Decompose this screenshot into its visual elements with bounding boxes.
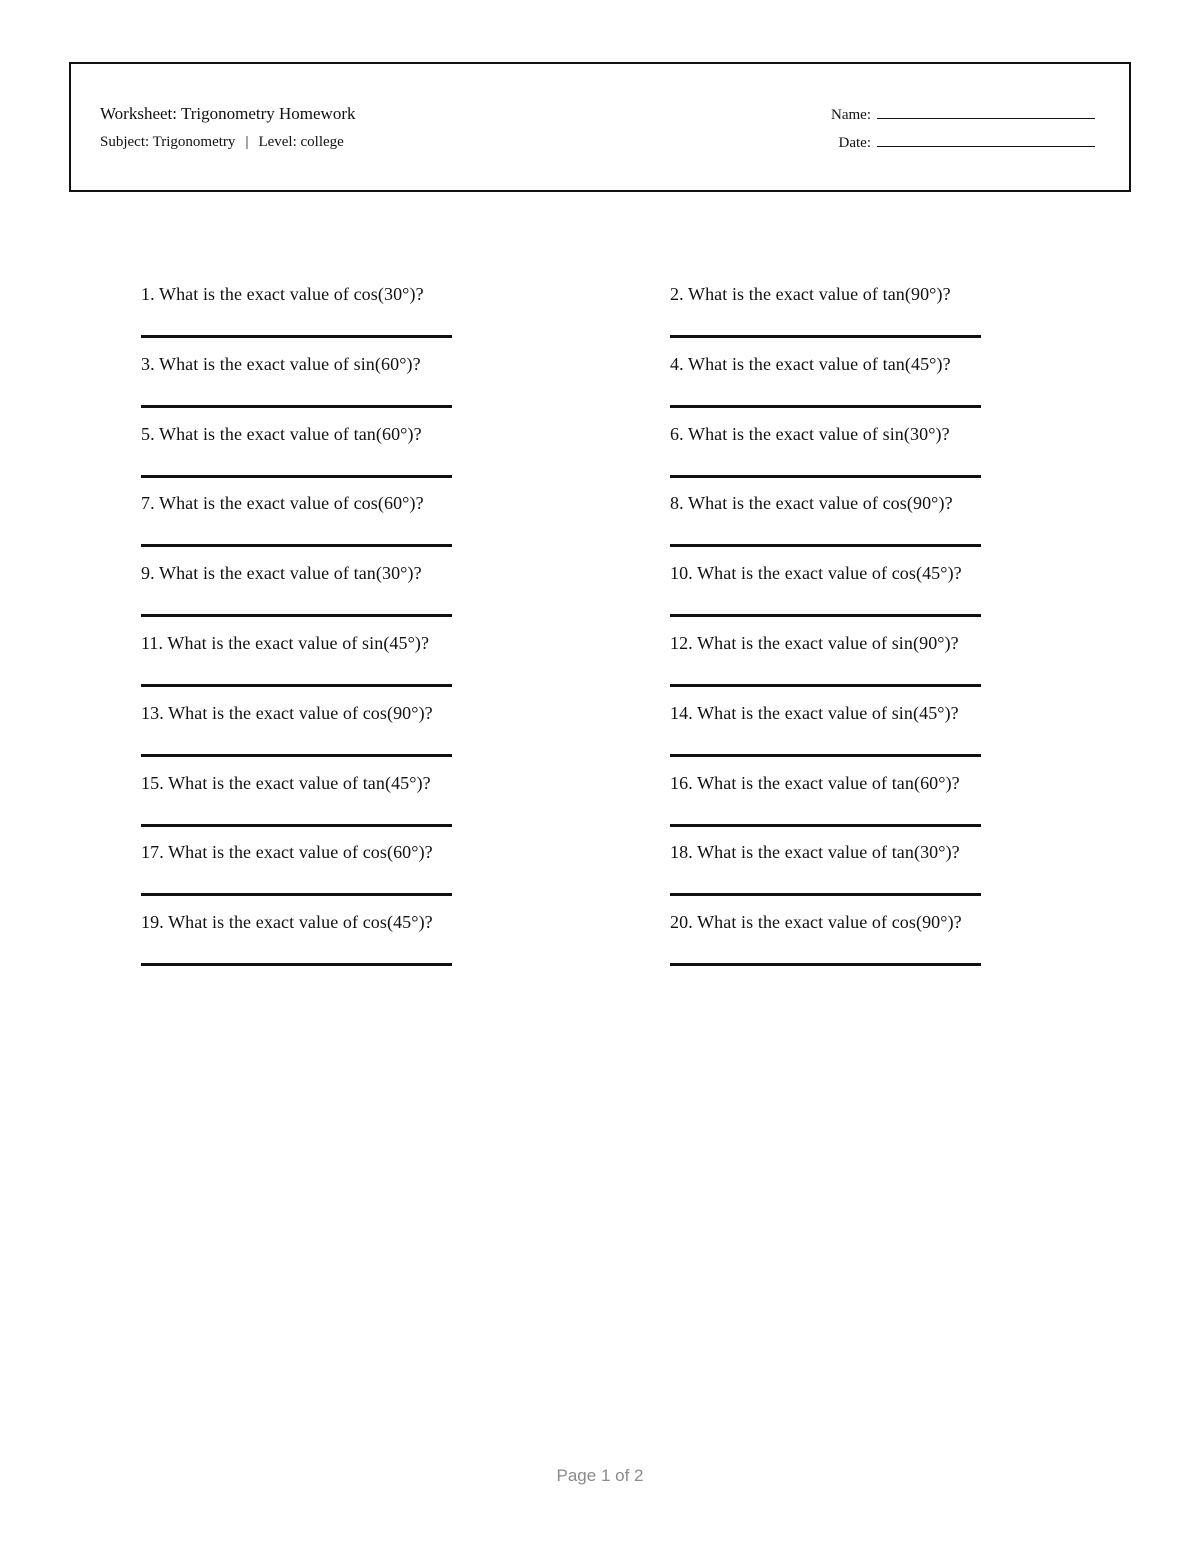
answer-line[interactable]	[141, 405, 452, 408]
level-label: Level: college	[258, 134, 344, 150]
page-number: Page 1 of 2	[556, 1466, 644, 1485]
question-text: 14. What is the exact value of sin(45°)?	[670, 702, 959, 723]
answer-line[interactable]	[141, 544, 452, 547]
question-item	[141, 703, 670, 773]
question-text: 4. What is the exact value of tan(45°)?	[670, 353, 951, 374]
question-text: 8. What is the exact value of cos(90°)?	[670, 493, 953, 514]
question-text: 2. What is the exact value of tan(90°)?	[670, 284, 951, 304]
question-item	[670, 703, 1041, 773]
answer-line[interactable]	[670, 754, 981, 757]
answer-line[interactable]	[141, 893, 452, 896]
answer-line[interactable]	[141, 824, 452, 827]
name-label: Name:	[831, 107, 871, 123]
questions-grid	[141, 284, 1041, 982]
answer-line[interactable]	[670, 405, 981, 408]
question-text: 7. What is the exact value of cos(60°)?	[141, 493, 424, 514]
answer-line[interactable]	[141, 475, 452, 478]
question-item	[141, 284, 670, 354]
question-item	[141, 842, 670, 912]
date-label: Date:	[838, 135, 871, 151]
question-item	[670, 563, 1041, 633]
question-item	[670, 773, 1041, 843]
question-item	[141, 493, 670, 563]
answer-line[interactable]	[670, 963, 981, 966]
answer-line[interactable]	[141, 614, 452, 617]
question-item	[141, 354, 670, 424]
question-text: 1. What is the exact value of cos(30°)?	[141, 284, 424, 304]
date-blank-line[interactable]	[877, 134, 1095, 147]
question-item	[670, 284, 1041, 354]
answer-line[interactable]	[141, 963, 452, 966]
question-text: 20. What is the exact value of cos(90°)?	[670, 912, 962, 933]
answer-line[interactable]	[670, 684, 981, 687]
question-text: 10. What is the exact value of cos(45°)?	[670, 563, 962, 584]
answer-line[interactable]	[670, 335, 981, 338]
question-item	[141, 563, 670, 633]
question-text: 16. What is the exact value of tan(60°)?	[670, 772, 960, 793]
question-item	[141, 633, 670, 703]
question-text: 15. What is the exact value of tan(45°)?	[141, 772, 431, 793]
question-item	[670, 912, 1041, 982]
question-text: 18. What is the exact value of tan(30°)?	[670, 842, 960, 863]
question-item	[670, 424, 1041, 494]
question-text: 6. What is the exact value of sin(30°)?	[670, 423, 950, 444]
answer-line[interactable]	[141, 684, 452, 687]
answer-line[interactable]	[670, 614, 981, 617]
answer-line[interactable]	[670, 824, 981, 827]
answer-line[interactable]	[141, 754, 452, 757]
question-item	[670, 354, 1041, 424]
question-text: 9. What is the exact value of tan(30°)?	[141, 563, 422, 584]
date-field	[839, 134, 1095, 152]
question-item	[141, 424, 670, 494]
question-text: 17. What is the exact value of cos(60°)?	[141, 842, 433, 863]
question-text: 11. What is the exact value of sin(45°)?	[141, 632, 430, 653]
subject-label: Subject: Trigonometry	[100, 134, 236, 150]
question-text: 5. What is the exact value of tan(60°)?	[141, 423, 422, 444]
question-text: 19. What is the exact value of cos(45°)?	[141, 912, 433, 933]
meta-separator: |	[245, 134, 249, 150]
question-item	[141, 912, 670, 982]
question-text: 3. What is the exact value of sin(60°)?	[141, 353, 421, 374]
question-item	[670, 633, 1041, 703]
answer-line[interactable]	[670, 475, 981, 478]
name-blank-line[interactable]	[877, 106, 1095, 119]
question-item	[670, 493, 1041, 563]
worksheet-meta	[100, 134, 344, 151]
name-field	[831, 106, 1095, 124]
worksheet-title: Worksheet: Trigonometry Homework	[100, 104, 356, 123]
question-item	[670, 842, 1041, 912]
answer-line[interactable]	[670, 893, 981, 896]
answer-line[interactable]	[141, 335, 452, 338]
question-item	[141, 773, 670, 843]
worksheet-header	[69, 62, 1131, 192]
question-text: 12. What is the exact value of sin(90°)?	[670, 632, 959, 653]
question-text: 13. What is the exact value of cos(90°)?	[141, 702, 433, 723]
answer-line[interactable]	[670, 544, 981, 547]
